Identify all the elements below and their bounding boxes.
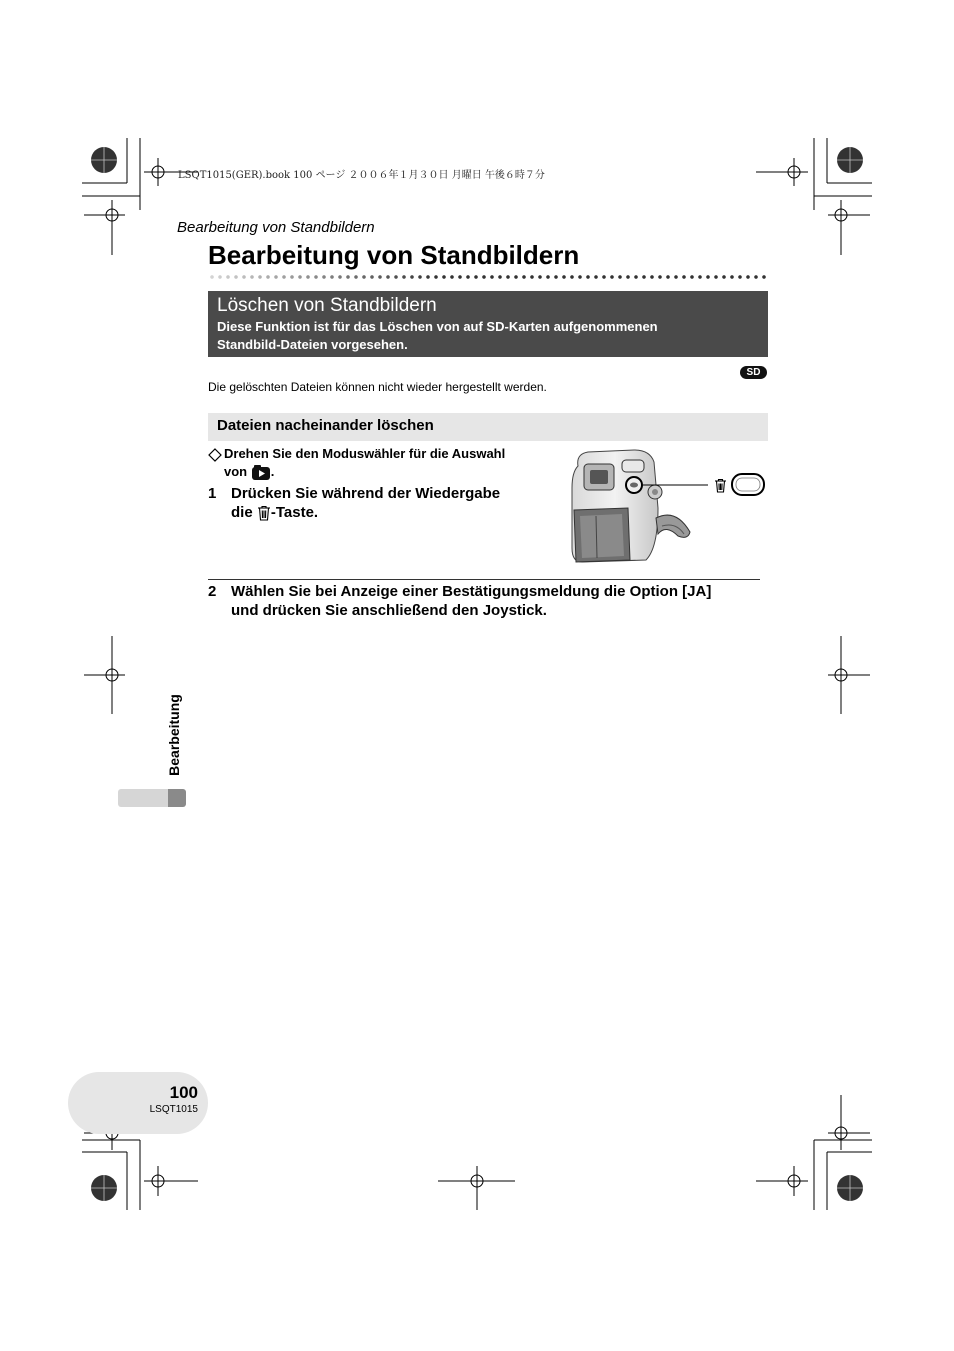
step-text-line1: Wählen Sie bei Anzeige einer Bestätigungsmeldung die Option [JA] (231, 583, 712, 600)
step-number: 1 (208, 485, 217, 502)
step-number: 2 (208, 583, 217, 600)
page-title: Bearbeitung von Standbildern (208, 240, 580, 270)
step-text-line2-suffix: -Taste. (270, 504, 319, 521)
sidebar-label: Bearbeitung (166, 694, 182, 776)
section-desc-line2: Standbild-Dateien vorgesehen. (217, 337, 408, 352)
chapter-tab-active (168, 789, 186, 807)
step-text-line2-prefix: die (231, 504, 253, 521)
page-number: 100 (169, 1083, 198, 1102)
step-text-line2: und drücken Sie anschließend den Joystick. (231, 602, 547, 619)
prerequisite (208, 445, 548, 481)
step-text-line1: Drücken Sie während der Wiedergabe (231, 485, 501, 502)
camera-illustration (566, 448, 770, 566)
step-separator (208, 579, 760, 580)
step-2 (208, 582, 768, 622)
section-title: Löschen von Standbildern (217, 295, 437, 316)
page-number-badge (68, 1072, 208, 1134)
sd-badge: SD (740, 366, 767, 379)
subsection-title: Dateien nacheinander löschen (208, 413, 768, 441)
prerequisite-line2-prefix: von (224, 464, 248, 479)
note-text: Die gelöschten Dateien können nicht wieder hergestellt werden. (208, 380, 547, 394)
play-mode-icon (251, 465, 271, 481)
chapter-tab (118, 789, 170, 807)
trash-icon (257, 505, 271, 521)
diamond-bullet-icon (208, 448, 222, 462)
running-head: Bearbeitung von Standbildern (177, 219, 375, 236)
section-desc-line1: Diese Funktion ist für das Löschen von auf SD-Karten aufgenommenen (217, 319, 658, 334)
section-header (208, 291, 768, 357)
dotted-divider-fade (208, 274, 438, 280)
step-1 (208, 484, 548, 524)
prerequisite-line2-suffix: . (270, 464, 275, 479)
document-code: LSQT1015 (149, 1104, 198, 1115)
prerequisite-line1: Drehen Sie den Moduswähler für die Auswahl (224, 446, 506, 461)
print-header: LSQT1015(GER).book 100 ページ ２００６年１月３０日 月曜日 午後６時７分 (178, 170, 545, 181)
